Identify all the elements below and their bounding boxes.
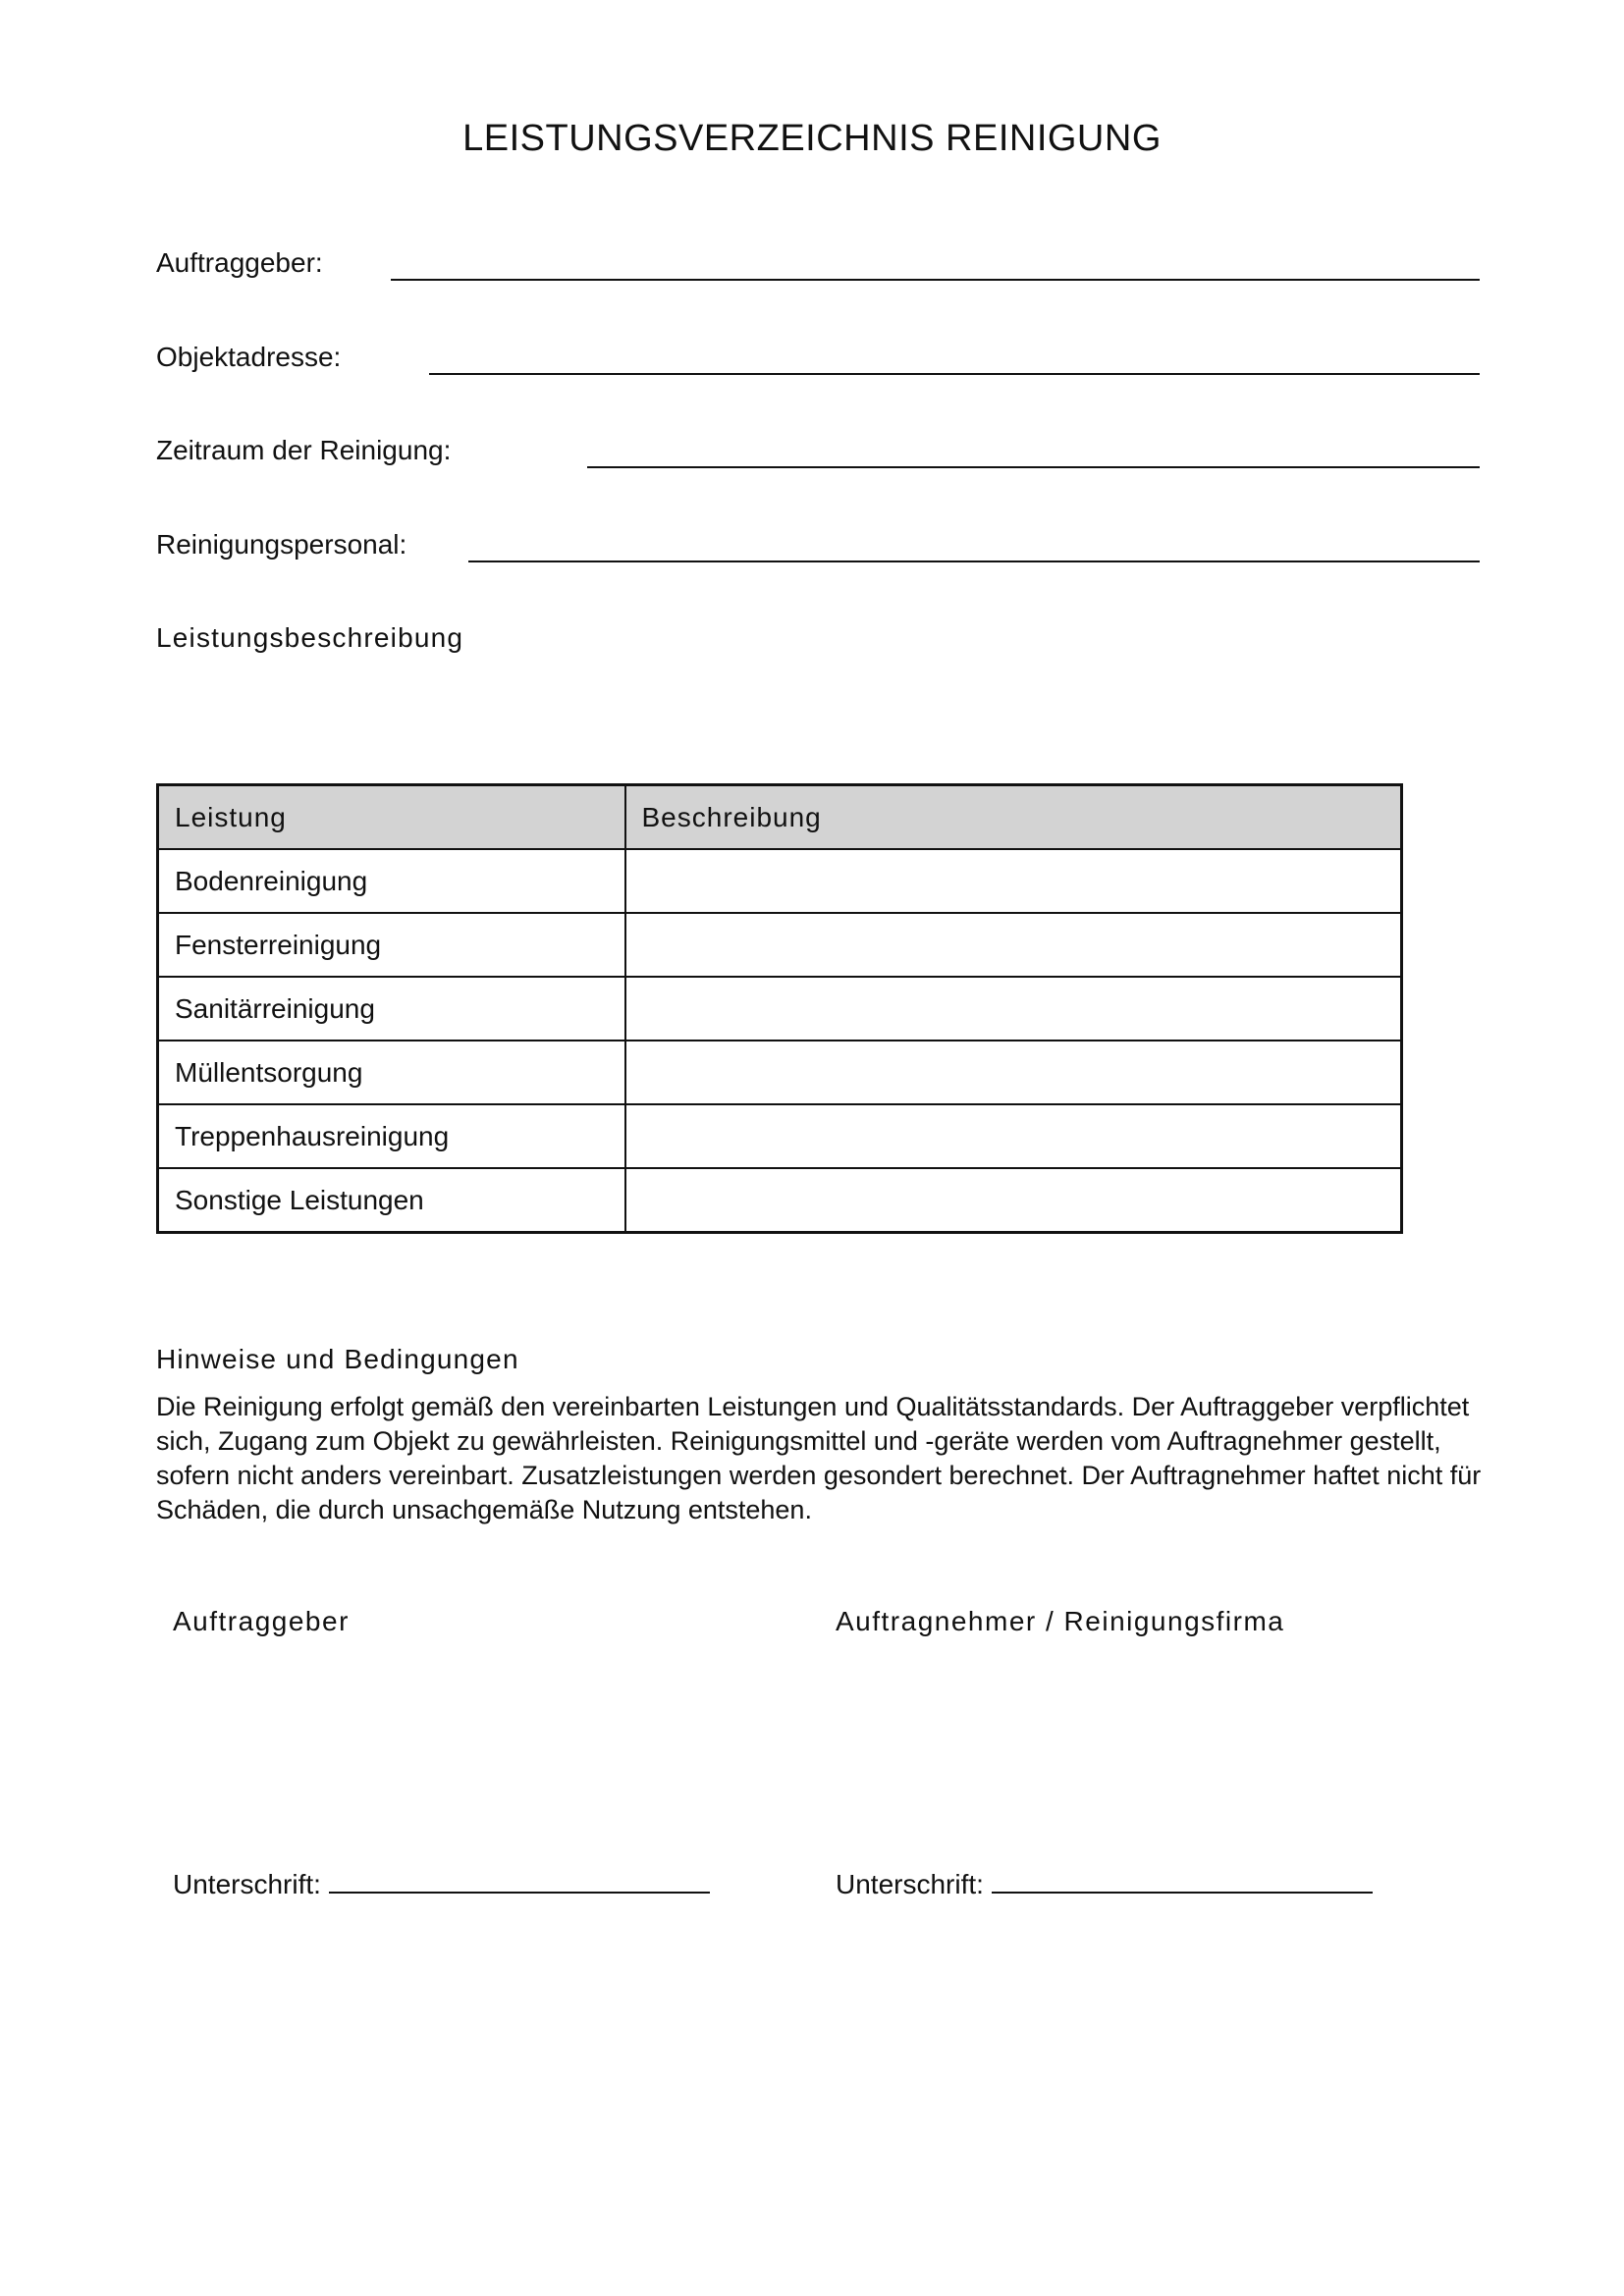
field-label-address: Objektadresse:: [156, 342, 342, 372]
description-cell[interactable]: [625, 913, 1402, 977]
signature-client: [173, 1869, 710, 1900]
document-title: LEISTUNGSVERZEICHNIS REINIGUNG: [462, 118, 1162, 159]
service-cell: Sanitärreinigung: [158, 977, 625, 1041]
signature-field-client[interactable]: [329, 1892, 710, 1894]
signature-label: Unterschrift:: [173, 1869, 321, 1899]
service-cell: Treppenhausreinigung: [158, 1104, 625, 1168]
description-cell[interactable]: [625, 849, 1402, 913]
field-input-address[interactable]: [429, 373, 1480, 375]
service-cell: Sonstige Leistungen: [158, 1168, 625, 1233]
signature-contractor: [836, 1869, 1373, 1900]
service-cell: Müllentsorgung: [158, 1041, 625, 1104]
services-table: [156, 783, 1403, 1234]
table-row: [158, 1168, 1402, 1233]
notes-text: Die Reinigung erfolgt gemäß den vereinbarten Leistungen und Qualitätsstandards. Der Auftraggeber verpflichtet sich, Zugang zum Objekt zu gewährleisten. Reinigungsmittel und -geräte werden vom Auftragnehmer gestellt, sofern nicht anders vereinbart. Zusatzleistungen werden gesondert berechnet. Der Auftragnehmer haftet nicht für Schäden, die durch unsachgemäße Nutzung entstehen.: [156, 1392, 1482, 1524]
table-row: [158, 849, 1402, 913]
notes-heading: Hinweise und Bedingungen: [156, 1344, 519, 1374]
description-cell[interactable]: [625, 1104, 1402, 1168]
service-cell: Bodenreinigung: [158, 849, 625, 913]
signature-party-contractor: Auftragnehmer / Reinigungsfirma: [836, 1606, 1285, 1636]
field-label-period: Zeitraum der Reinigung:: [156, 435, 452, 465]
signature-label: Unterschrift:: [836, 1869, 984, 1899]
table-row: [158, 1041, 1402, 1104]
description-cell[interactable]: [625, 977, 1402, 1041]
service-cell: Fensterreinigung: [158, 913, 625, 977]
table-row: [158, 977, 1402, 1041]
field-label-client: Auftraggeber:: [156, 247, 323, 278]
field-input-staff[interactable]: [468, 561, 1480, 562]
column-header-service: Leistung: [158, 785, 625, 850]
description-cell[interactable]: [625, 1168, 1402, 1233]
services-heading: Leistungsbeschreibung: [156, 622, 464, 653]
table-row: [158, 1104, 1402, 1168]
field-input-client[interactable]: [391, 279, 1480, 281]
column-header-description: Beschreibung: [625, 785, 1402, 850]
table-header-row: [158, 785, 1402, 850]
signature-field-contractor[interactable]: [992, 1892, 1373, 1894]
field-label-staff: Reinigungspersonal:: [156, 529, 407, 560]
table-row: [158, 913, 1402, 977]
description-cell[interactable]: [625, 1041, 1402, 1104]
field-input-period[interactable]: [587, 466, 1480, 468]
signature-party-client: Auftraggeber: [173, 1606, 350, 1636]
